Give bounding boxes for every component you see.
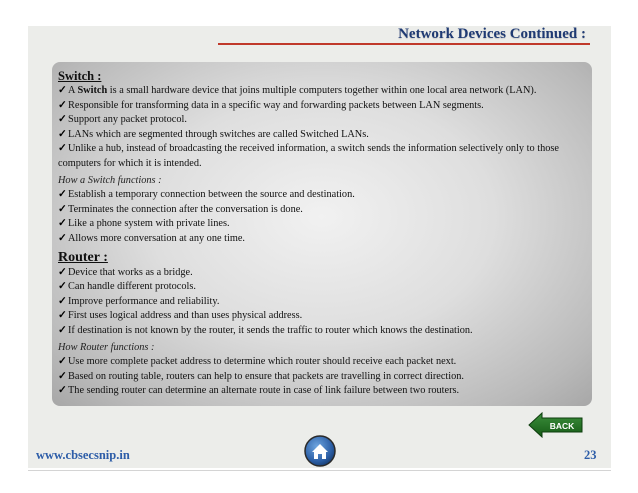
list-item [58, 324, 588, 339]
check-icon: ✓ [58, 218, 67, 230]
list-item [58, 142, 588, 171]
list-item-text: Establish a temporary connection between the source and destination. [68, 189, 355, 201]
switch-intro-a: A [68, 85, 75, 96]
list-item [58, 232, 588, 247]
switch-intro-rest: is a small hardware device that joins multiple computers together within one local area network (LAN). [109, 85, 537, 96]
page-number: 23 [584, 448, 597, 462]
list-item-text: Support any packet protocol. [68, 114, 187, 126]
list-item-text: Like a phone system with private lines. [68, 218, 230, 230]
check-icon: ✓ [58, 281, 67, 293]
switch-intro-bold: Switch [77, 85, 108, 96]
check-icon: ✓ [58, 324, 67, 336]
check-icon: ✓ [58, 266, 67, 278]
check-icon: ✓ [58, 310, 67, 322]
list-item [58, 128, 588, 143]
title-underline [218, 43, 590, 45]
check-icon: ✓ [58, 356, 67, 368]
list-item-text: Improve performance and reliability. [68, 295, 220, 307]
list-item-text: Terminates the connection after the conversation is done. [68, 203, 303, 215]
check-icon: ✓ [58, 114, 67, 126]
list-item-text: LANs which are segmented through switches are called Switched LANs. [68, 128, 369, 140]
list-item-text: Use more complete packet address to determine which router should receive each packet next. [68, 356, 457, 368]
list-item [58, 309, 588, 324]
back-label: BACK [549, 421, 575, 431]
list-item-text: Device that works as a bridge. [68, 266, 193, 278]
slide-title: Network Devices Continued : [398, 26, 586, 42]
home-button[interactable] [304, 435, 336, 467]
check-icon: ✓ [58, 370, 67, 382]
back-arrow-icon [528, 412, 584, 438]
list-item [58, 384, 588, 399]
home-icon [304, 435, 336, 467]
router-functions-heading: How Router functions : [58, 341, 155, 353]
list-item-text: First uses logical address and than uses physical address. [68, 310, 303, 322]
list-item [58, 188, 588, 203]
list-item [58, 217, 588, 232]
list-item [58, 266, 588, 281]
list-item-text: Unlike a hub, instead of broadcasting the received information, a switch sends the information selectively only to those computers for which it is intended. [58, 143, 559, 169]
list-item-text: If destination is not known by the router, it sends the traffic to router which knows the destination. [68, 324, 473, 336]
switch-intro [58, 84, 588, 99]
slide-body [58, 68, 588, 399]
check-icon: ✓ [58, 85, 67, 96]
router-heading: Router : [58, 249, 108, 265]
footer-website-link[interactable]: www.cbsecsnip.in [36, 448, 130, 462]
list-item [58, 113, 588, 128]
check-icon: ✓ [58, 143, 67, 155]
check-icon: ✓ [58, 99, 67, 111]
list-item-text: Responsible for transforming data in a specific way and forwarding packets between LAN segments. [68, 99, 484, 111]
list-item [58, 295, 588, 310]
check-icon: ✓ [58, 203, 67, 215]
check-icon: ✓ [58, 232, 67, 244]
list-item-text: Based on routing table, routers can help to ensure that packets are travelling in correct direction. [68, 370, 464, 382]
list-item-text: Can handle different protocols. [68, 281, 196, 293]
check-icon: ✓ [58, 128, 67, 140]
list-item [58, 355, 588, 370]
list-item [58, 280, 588, 295]
switch-functions-heading: How a Switch functions : [58, 174, 162, 186]
check-icon: ✓ [58, 295, 67, 307]
check-icon: ✓ [58, 189, 67, 201]
list-item-text: The sending router can determine an alternate route in case of link failure between two routers. [68, 385, 460, 397]
list-item [58, 99, 588, 114]
check-icon: ✓ [58, 385, 67, 397]
list-item [58, 370, 588, 385]
back-button[interactable] [528, 412, 584, 438]
list-item [58, 203, 588, 218]
switch-heading: Switch : [58, 69, 102, 83]
footer-divider [28, 470, 611, 471]
list-item-text: Allows more conversation at any one time. [68, 232, 246, 244]
